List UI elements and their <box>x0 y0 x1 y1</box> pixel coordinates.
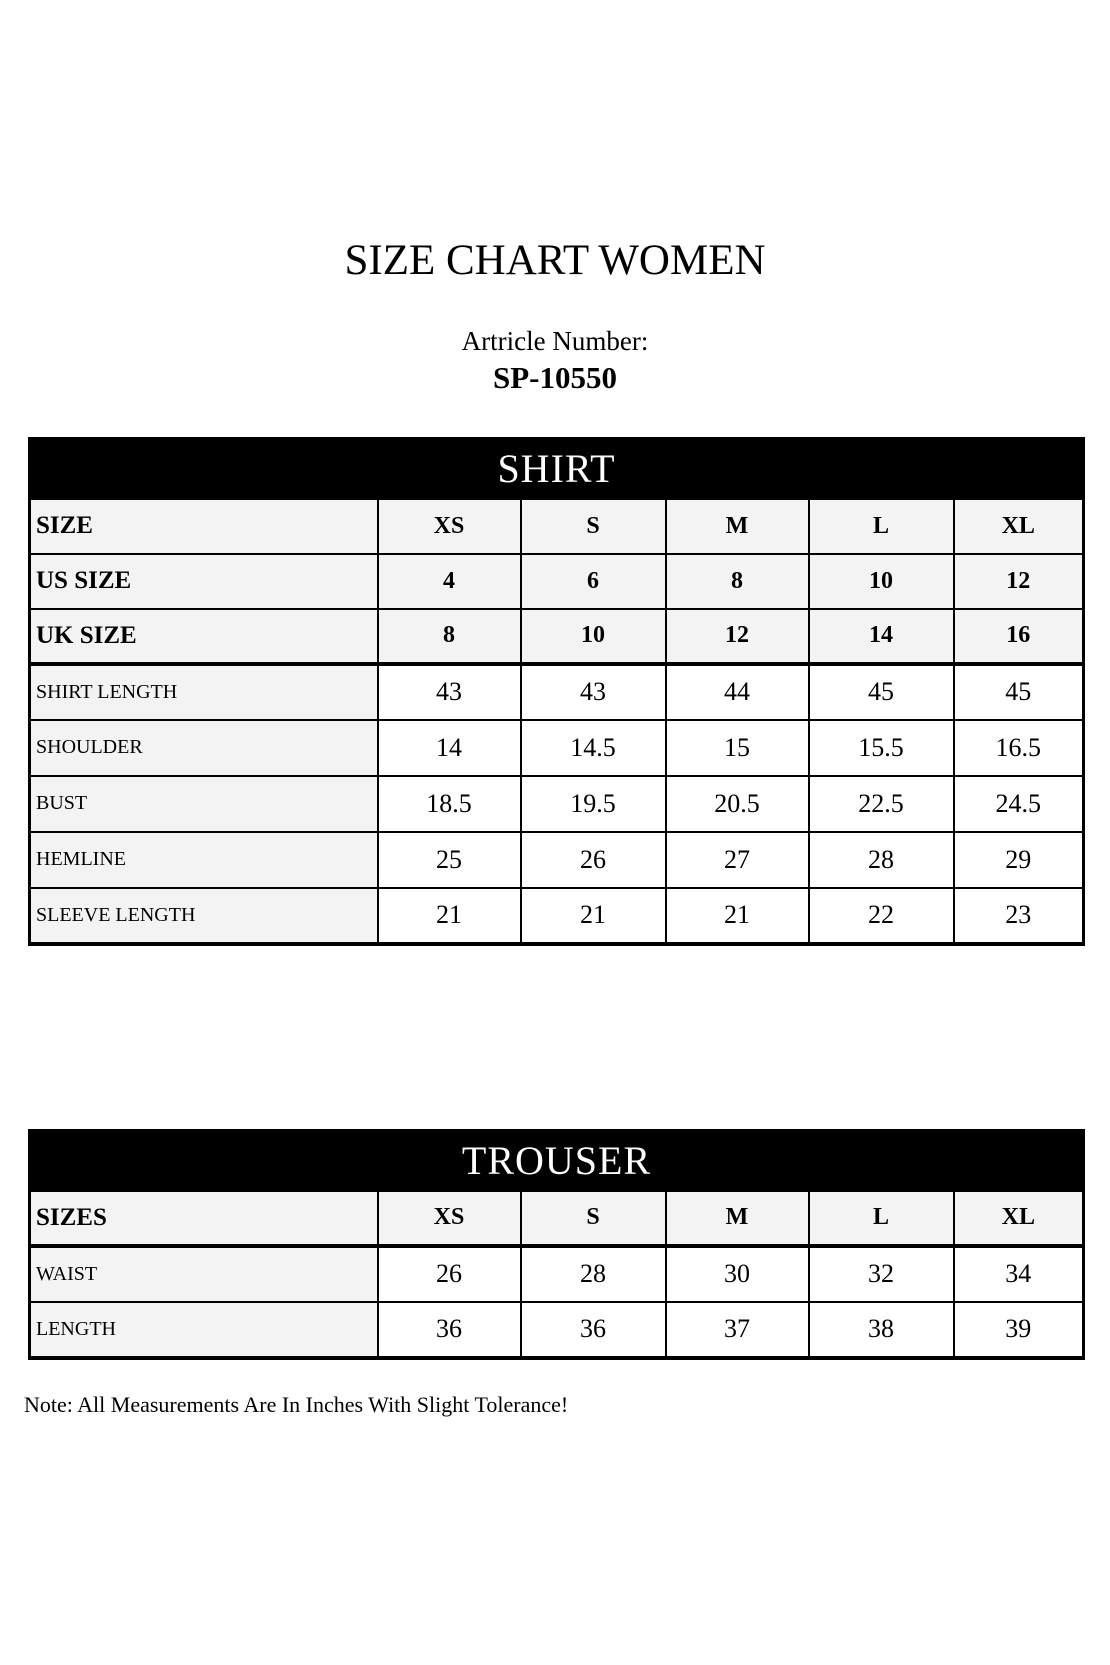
cell-value: 36 <box>378 1302 521 1358</box>
cell-value: 14 <box>378 720 521 776</box>
cell-value: 15 <box>666 720 809 776</box>
row-label: SIZES <box>30 1191 378 1246</box>
cell-value: 12 <box>666 609 809 664</box>
table-row-us-size <box>30 554 1084 609</box>
cell-value: 25 <box>378 832 521 888</box>
cell-value: 30 <box>666 1246 809 1302</box>
cell-value: 39 <box>954 1302 1084 1358</box>
cell-value: 4 <box>378 554 521 609</box>
cell-value: 26 <box>521 832 666 888</box>
table-row-sleeve-length <box>30 888 1084 944</box>
cell-value: 14.5 <box>521 720 666 776</box>
table-row-shirt-length <box>30 664 1084 720</box>
trouser-size-table <box>28 1129 1085 1360</box>
cell-value: 26 <box>378 1246 521 1302</box>
table-row-size <box>30 499 1084 554</box>
cell-value: 21 <box>666 888 809 944</box>
cell-value: 10 <box>521 609 666 664</box>
cell-value: 24.5 <box>954 776 1084 832</box>
cell-value: S <box>521 499 666 554</box>
article-number-value: SP-10550 <box>493 360 617 395</box>
row-label: US SIZE <box>30 554 378 609</box>
cell-value: 29 <box>954 832 1084 888</box>
table-row-bust <box>30 776 1084 832</box>
row-label: BUST <box>30 776 378 832</box>
row-label: SIZE <box>30 499 378 554</box>
cell-value: S <box>521 1191 666 1246</box>
table-row-sizes <box>30 1191 1084 1246</box>
cell-value: 28 <box>809 832 954 888</box>
cell-value: M <box>666 499 809 554</box>
cell-value: 45 <box>954 664 1084 720</box>
cell-value: 44 <box>666 664 809 720</box>
cell-value: 6 <box>521 554 666 609</box>
cell-value: XS <box>378 499 521 554</box>
cell-value: M <box>666 1191 809 1246</box>
table-row-waist <box>30 1246 1084 1302</box>
table-row-hemline <box>30 832 1084 888</box>
measurements-note: Note: All Measurements Are In Inches With Slight Tolerance! <box>24 1392 569 1417</box>
article-number-label: Artricle Number: <box>461 326 649 356</box>
cell-value: 45 <box>809 664 954 720</box>
cell-value: 8 <box>666 554 809 609</box>
page-title: SIZE CHART WOMEN <box>344 237 766 284</box>
cell-value: 10 <box>809 554 954 609</box>
cell-value: 38 <box>809 1302 954 1358</box>
shirt-size-table <box>28 437 1085 946</box>
cell-value: 14 <box>809 609 954 664</box>
cell-value: 8 <box>378 609 521 664</box>
cell-value: L <box>809 1191 954 1246</box>
cell-value: 16 <box>954 609 1084 664</box>
shirt-table-title: SHIRT <box>30 439 1084 499</box>
cell-value: 22 <box>809 888 954 944</box>
row-label: LENGTH <box>30 1302 378 1358</box>
cell-value: 43 <box>521 664 666 720</box>
cell-value: 27 <box>666 832 809 888</box>
row-label: SHIRT LENGTH <box>30 664 378 720</box>
cell-value: 23 <box>954 888 1084 944</box>
cell-value: 22.5 <box>809 776 954 832</box>
cell-value: XS <box>378 1191 521 1246</box>
trouser-table-title: TROUSER <box>30 1131 1084 1191</box>
cell-value: 19.5 <box>521 776 666 832</box>
cell-value: 37 <box>666 1302 809 1358</box>
table-band-row <box>30 1131 1084 1191</box>
cell-value: 16.5 <box>954 720 1084 776</box>
cell-value: 18.5 <box>378 776 521 832</box>
table-row-length <box>30 1302 1084 1358</box>
cell-value: 21 <box>378 888 521 944</box>
cell-value: XL <box>954 499 1084 554</box>
cell-value: XL <box>954 1191 1084 1246</box>
cell-value: 34 <box>954 1246 1084 1302</box>
table-row-shoulder <box>30 720 1084 776</box>
row-label: HEMLINE <box>30 832 378 888</box>
row-label: WAIST <box>30 1246 378 1302</box>
cell-value: L <box>809 499 954 554</box>
cell-value: 36 <box>521 1302 666 1358</box>
cell-value: 28 <box>521 1246 666 1302</box>
row-label: SLEEVE LENGTH <box>30 888 378 944</box>
cell-value: 32 <box>809 1246 954 1302</box>
cell-value: 21 <box>521 888 666 944</box>
row-label: SHOULDER <box>30 720 378 776</box>
cell-value: 43 <box>378 664 521 720</box>
cell-value: 20.5 <box>666 776 809 832</box>
cell-value: 12 <box>954 554 1084 609</box>
row-label: UK SIZE <box>30 609 378 664</box>
cell-value: 15.5 <box>809 720 954 776</box>
table-band-row <box>30 439 1084 499</box>
table-row-uk-size <box>30 609 1084 664</box>
